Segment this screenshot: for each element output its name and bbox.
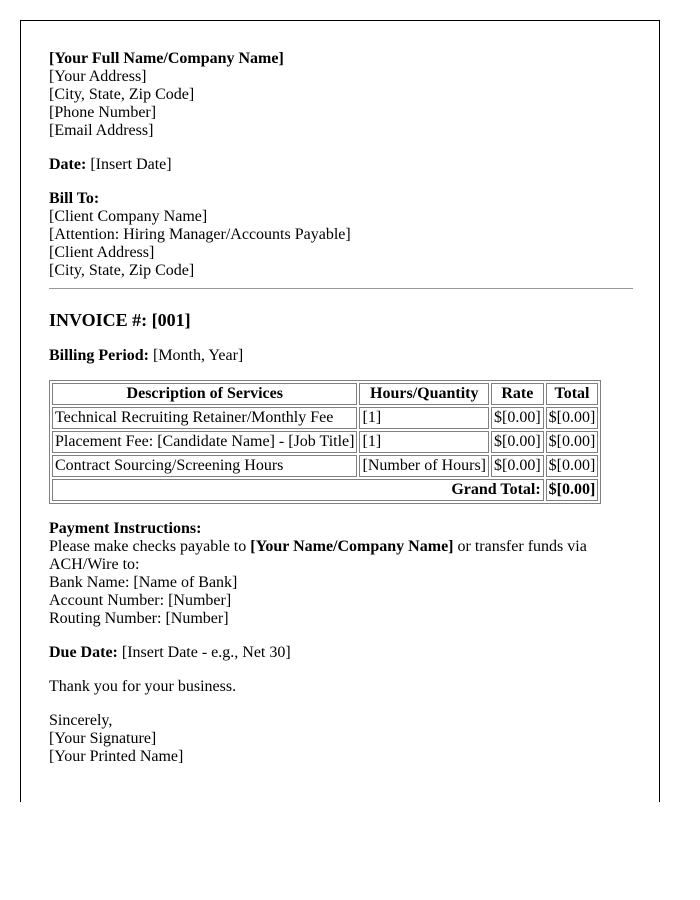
cell-total: $[0.00] xyxy=(546,407,599,429)
table-row xyxy=(52,455,598,477)
payment-text-before: Please make checks payable to xyxy=(49,538,251,555)
payment-payee: [Your Name/Company Name] xyxy=(250,538,454,555)
account-number: Account Number: [Number] xyxy=(49,592,232,609)
cell-hours: [1] xyxy=(359,407,489,429)
date-value: [Insert Date] xyxy=(86,156,172,173)
invoice-content xyxy=(49,50,634,766)
sender-name: [Your Full Name/Company Name] xyxy=(49,50,284,67)
cell-rate: $[0.00] xyxy=(491,407,544,429)
cell-description: Technical Recruiting Retainer/Monthly Fee xyxy=(52,407,357,429)
bill-to-block xyxy=(49,190,634,280)
billing-period-label: Billing Period: xyxy=(49,347,149,364)
sender-address: [Your Address] xyxy=(49,68,147,85)
cell-rate: $[0.00] xyxy=(491,431,544,453)
header-total: Total xyxy=(546,383,599,405)
date-label: Date: xyxy=(49,156,87,173)
invoice-page xyxy=(20,20,660,802)
payment-block xyxy=(49,520,634,628)
grand-total-value: $[0.00] xyxy=(546,479,599,501)
invoice-title: INVOICE #: [001] xyxy=(49,310,191,330)
bank-name: Bank Name: [Name of Bank] xyxy=(49,574,238,591)
grand-total-label: Grand Total: xyxy=(52,479,544,501)
payment-text-after: or transfer funds via ACH/Wire to: xyxy=(49,538,587,573)
sender-phone: [Phone Number] xyxy=(49,104,157,121)
sign-off: Sincerely, xyxy=(49,712,113,729)
bill-to-label: Bill To: xyxy=(49,190,100,207)
cell-description: Contract Sourcing/Screening Hours xyxy=(52,455,357,477)
sender-email: [Email Address] xyxy=(49,122,154,139)
due-date-value: [Insert Date - e.g., Net 30] xyxy=(117,644,291,661)
payment-text xyxy=(49,538,634,574)
routing-number: Routing Number: [Number] xyxy=(49,610,229,627)
header-hours: Hours/Quantity xyxy=(359,383,489,405)
header-description: Description of Services xyxy=(52,383,357,405)
billing-period xyxy=(49,347,634,365)
client-attention: [Attention: Hiring Manager/Accounts Payable] xyxy=(49,226,351,243)
cell-description: Placement Fee: [Candidate Name] - [Job Title] xyxy=(52,431,357,453)
grand-total-row xyxy=(52,479,598,501)
services-table xyxy=(49,380,601,504)
table-header-row xyxy=(52,383,598,405)
cell-hours: [Number of Hours] xyxy=(359,455,489,477)
signature: [Your Signature] xyxy=(49,730,157,747)
cell-rate: $[0.00] xyxy=(491,455,544,477)
closing-block xyxy=(49,712,634,766)
cell-hours: [1] xyxy=(359,431,489,453)
cell-total: $[0.00] xyxy=(546,455,599,477)
payment-label: Payment Instructions: xyxy=(49,520,202,537)
separator xyxy=(49,288,633,289)
client-city: [City, State, Zip Code] xyxy=(49,262,195,279)
client-address: [Client Address] xyxy=(49,244,155,261)
billing-period-value: [Month, Year] xyxy=(149,347,244,364)
sender-city: [City, State, Zip Code] xyxy=(49,86,195,103)
due-date-label: Due Date: xyxy=(49,644,118,661)
cell-total: $[0.00] xyxy=(546,431,599,453)
thank-you: Thank you for your business. xyxy=(49,678,237,695)
printed-name: [Your Printed Name] xyxy=(49,748,184,765)
table-row xyxy=(52,431,598,453)
due-date-line xyxy=(49,644,634,662)
table-row xyxy=(52,407,598,429)
date-line xyxy=(49,156,634,174)
client-company: [Client Company Name] xyxy=(49,208,208,225)
sender-block xyxy=(49,50,634,140)
header-rate: Rate xyxy=(491,383,544,405)
